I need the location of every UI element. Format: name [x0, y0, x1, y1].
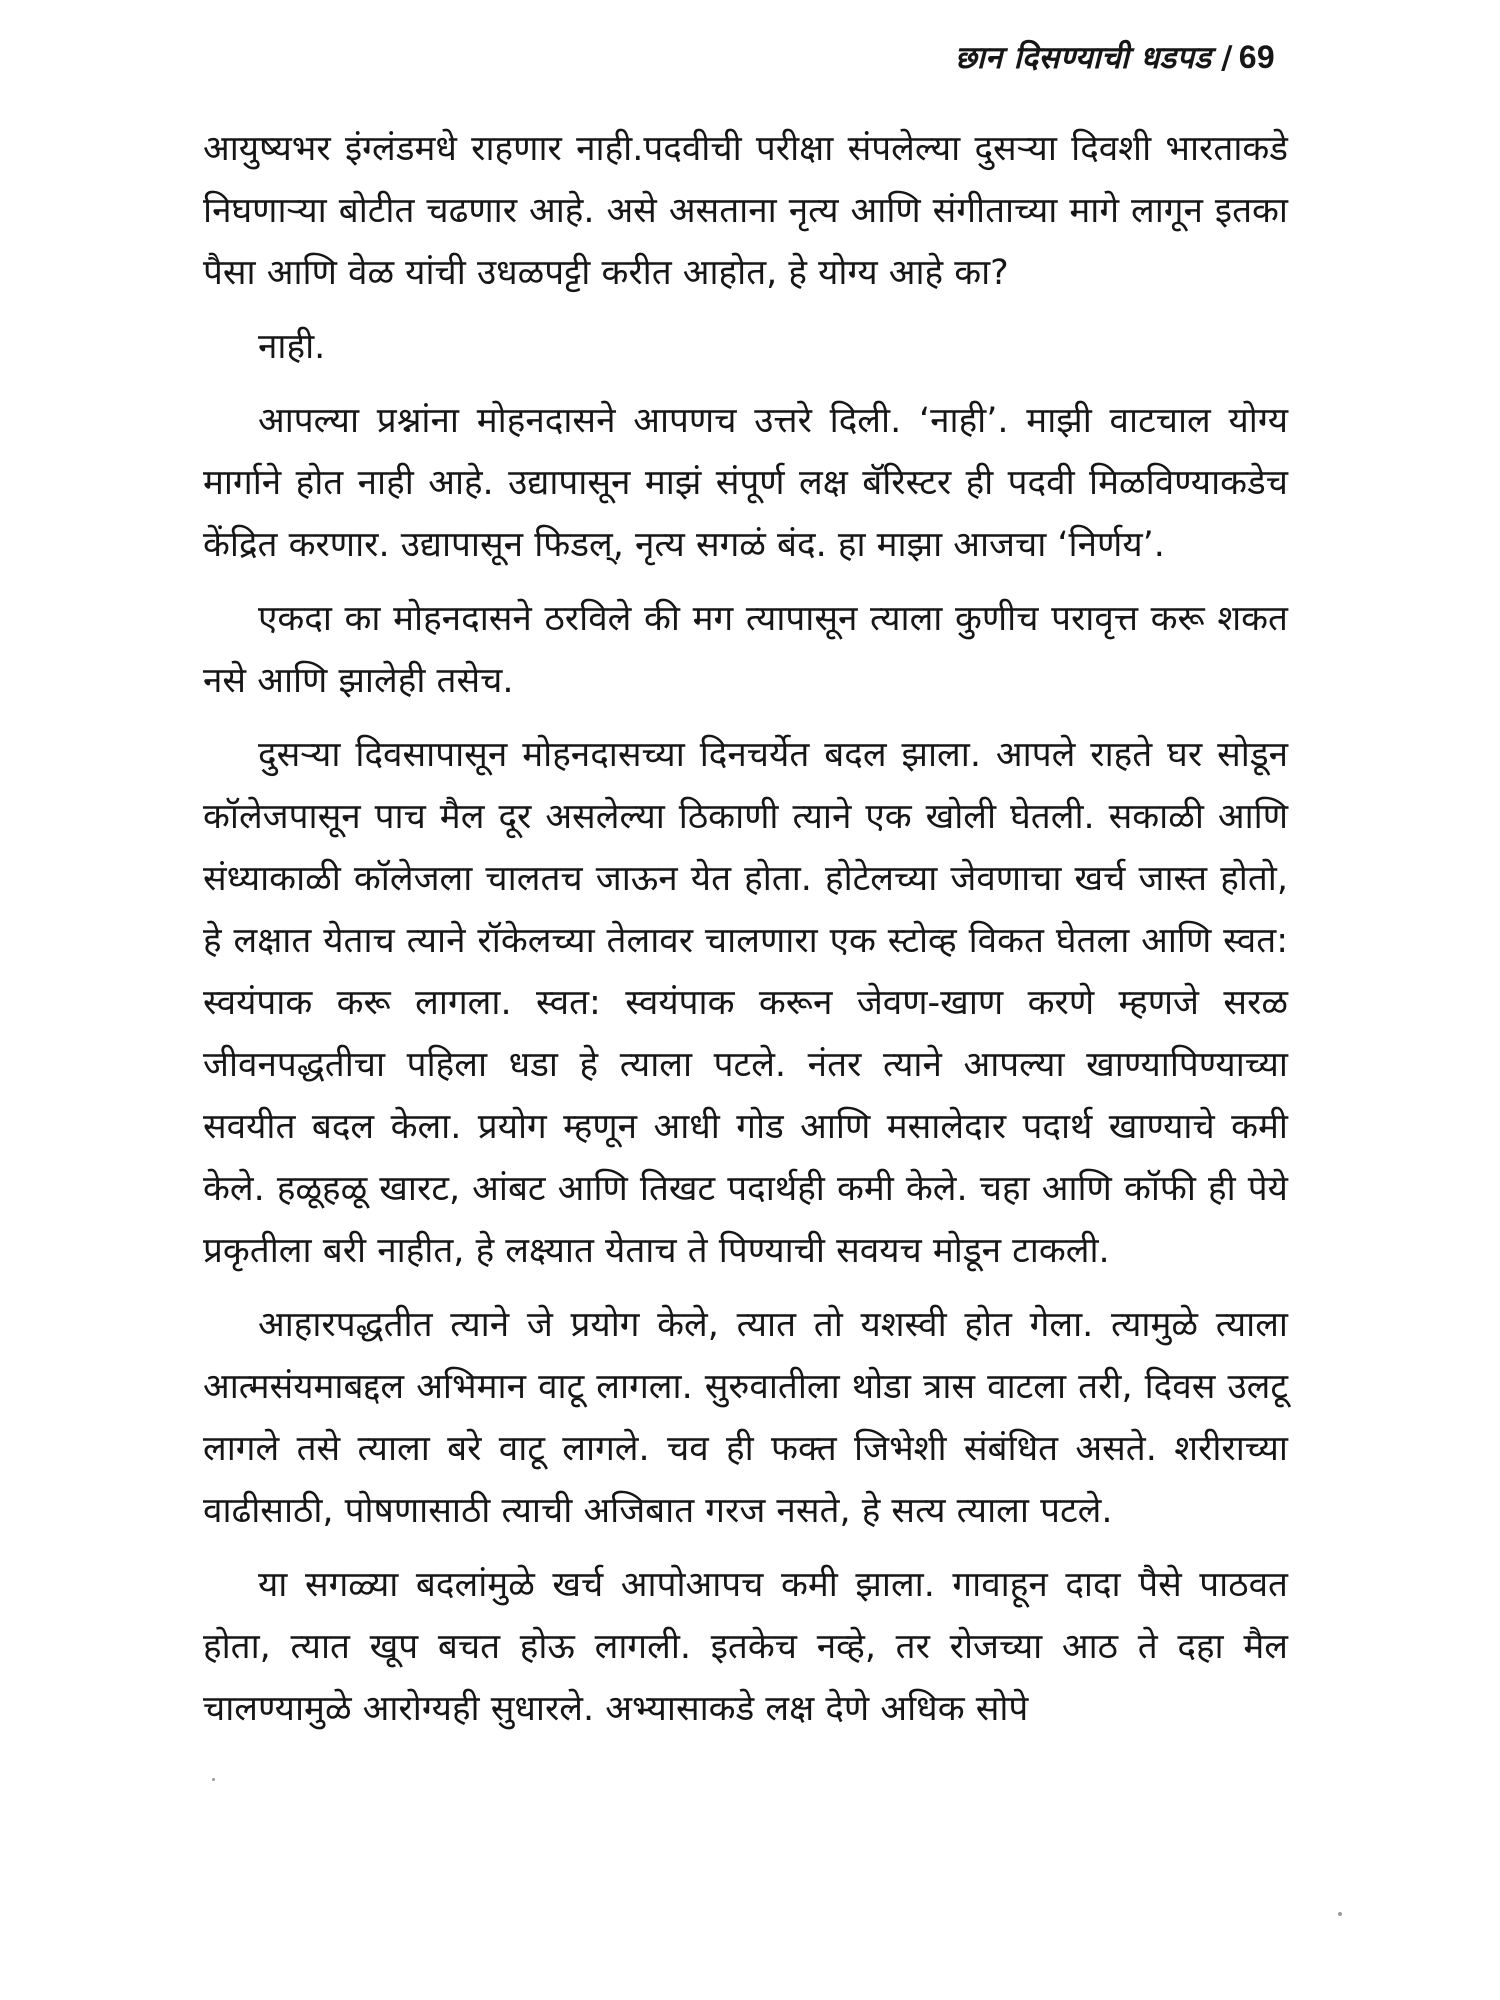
paragraph: नाही. [258, 327, 326, 367]
paragraph: या सगळ्या बदलांमुळे खर्च आपोआपच कमी झाला. गावाहून दादा पैसे पाठवत होता, त्यात खूप बचत होऊ लागली. इतकेच नव्हे, तर रोजच्या आठ ते दहा मैल चालण्यामुळे आरोग्यही सुधारले. अभ्यासाकडे लक्ष देणे अधिक सोपे [203, 1565, 1288, 1729]
paragraph: आहारपद्धतीत त्याने जे प्रयोग केले, त्यात तो यशस्वी होत गेला. त्यामुळे त्याला आत्मसंयमाबद्दल अभिमान वाटू लागला. सुरुवातीला थोडा त्रास वाटला तरी, दिवस उलटू लागले तसे त्याला बरे वाटू लागले. चव ही फक्त जिभेशी संबंधित असते. शरीराच्या वाढीसाठी, पोषणासाठी त्याची अजिबात गरज नसते, हे सत्य त्याला पटले. [203, 1305, 1288, 1531]
paragraph: आयुष्यभर इंग्लंडमधे राहणार नाही.पदवीची परीक्षा संपलेल्या दुसऱ्या दिवशी भारताकडे निघणाऱ्या बोटीत चढणार आहे. असे असताना नृत्य आणि संगीताच्या मागे लागून इतका पैसा आणि वेळ यांची उधळपट्टी करीत आहोत, हे योग्य आहे का? [203, 129, 1288, 293]
page-number: 69 [1238, 39, 1275, 75]
body-text [203, 118, 1288, 1752]
chapter-title: छान दिसण्याची धडपड [954, 40, 1212, 76]
paragraph: दुसऱ्या दिवसापासून मोहनदासच्या दिनचर्येत बदल झाला. आपले राहते घर सोडून कॉलेजपासून पाच मैल दूर असलेल्या ठिकाणी त्याने एक खोली घेतली. सकाळी आणि संध्याकाळी कॉलेजला चालतच जाऊन येत होता. होटेलच्या जेवणाचा खर्च जास्त होतो, हे लक्षात येताच त्याने रॉकेलच्या तेलावर चालणारा एक स्टोव्ह विकत घेतला आणि स्वत: स्वयंपाक करू लागला. स्वत: स्वयंपाक करून जेवण-खाण करणे म्हणजे सरळ जीवनपद्धतीचा पहिला धडा हे त्याला पटले. नंतर त्याने आपल्या खाण्यापिण्याच्या सवयीत बदल केला. प्रयोग म्हणून आधी गोड आणि मसालेदार पदार्थ खाण्याचे कमी केले. हळूहळू खारट, आंबट आणि तिखट पदार्थही कमी केले. चहा आणि कॉफी ही पेये प्रकृतीला बरी नाहीत, हे लक्ष्यात येताच ते पिण्याची सवयच मोडून टाकली. [203, 735, 1288, 1271]
scan-speck [212, 1778, 215, 1781]
scan-speck [1338, 1912, 1342, 1916]
header-separator: / [1221, 40, 1233, 76]
paragraph: आपल्या प्रश्नांना मोहनदासने आपणच उत्तरे दिली. ‘नाही’. माझी वाटचाल योग्य मार्गाने होत नाही आहे. उद्यापासून माझं संपूर्ण लक्ष बॅरिस्टर ही पदवी मिळविण्याकडेच केंद्रित करणार. उद्यापासून फिडल्, नृत्य सगळं बंद. हा माझा आजचा ‘निर्णय’. [203, 401, 1288, 565]
paragraph: एकदा का मोहनदासने ठरविले की मग त्यापासून त्याला कुणीच परावृत्त करू शकत नसे आणि झालेही तसेच. [203, 599, 1288, 701]
running-header [955, 36, 1275, 78]
